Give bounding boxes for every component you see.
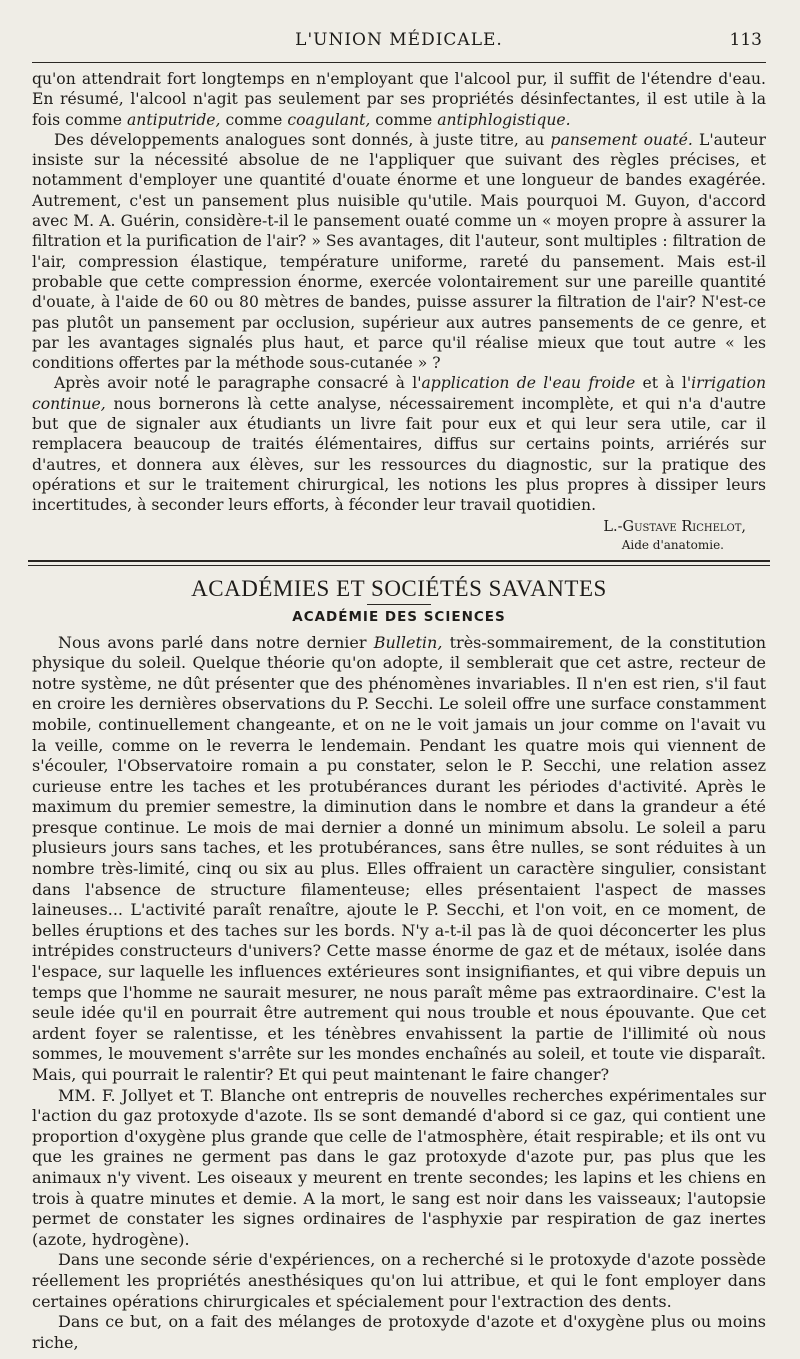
section-divider xyxy=(28,560,770,566)
academies-section xyxy=(32,576,766,1354)
page-number: 113 xyxy=(729,30,762,50)
article-paragraph-3: Après avoir noté le paragraphe consacré à l'application de l'eau froide et à l'irrigation continue, nous bornerons là cette analyse, nécessairement incomplète, et qui n'a d'autre but que de signaler aux étudiants un livre fait pour eux et qui leur sera utile, car il remplacera beaucoup de traités élémentaires, diffus sur certains points, arriérés sur d'autres, et donnera aux élèves, sur les ressources du diagnostic, sur la pratique des opérations et sur le traitement chirurgical, les notions les plus propres à dissiper leurs incertitudes, à seconder leurs efforts, à féconder leur travail quotidien. xyxy=(32,374,767,515)
running-head xyxy=(32,30,766,56)
section-paragraph-3: Dans une seconde série d'expériences, on a recherché si le protoxyde d'azote possède réellement les propriétés anesthésiques qu'on lui attribue, et qui le font employer dans certaines opérations chirurgicales et spécialement pour l'extraction des dents. xyxy=(32,1250,766,1311)
section-paragraph-2: MM. F. Jollyet et T. Blanche ont entrepris de nouvelles recherches expérimentales sur l'action du gaz protoxyde d'azote. Ils se sont demandé d'abord si ce gaz, qui contient une proportion d'oxygène plus grande que celle de l'atmosphère, était respirable; et ils ont vu que les graines ne germent pas dans le gaz protoxyde d'azote pur, pas plus que les animaux n'y vivent. Les oiseaux y meurent en trente secondes; les lapins et les chiens en trois à quatre minutes et demie. A la mort, le sang est noir dans les vaisseaux; l'autopsie permet de constater les signes ordinaires de l'asphyxie par respiration de gaz inertes (azote, hydrogène). xyxy=(32,1085,766,1249)
article-paragraph-1: qu'on attendrait fort longtemps en n'employant que l'alcool pur, il suffit de l'étendre d'eau. En résumé, l'alcool n'agit pas seulement par ses propriétés désinfectantes, il est utile à la fois comme antiputride, comme coagulant, comme antiphlogistique. xyxy=(32,70,766,129)
title-rule xyxy=(367,604,431,605)
section-title: ACADÉMIES ET SOCIÉTÉS SAVANTES xyxy=(191,575,607,601)
header-rule xyxy=(32,62,766,63)
signature-name: L.-Gustave Richelot, xyxy=(603,518,746,535)
article-continuation xyxy=(32,69,766,554)
running-title: L'UNION MÉDICALE. xyxy=(295,30,503,50)
signature-role: Aide d'anatomie. xyxy=(621,537,724,552)
signature xyxy=(32,518,766,554)
section-paragraph-1: Nous avons parlé dans notre dernier Bulletin, très-sommairement, de la constitution physique du soleil. Quelque théorie qu'on adopte, il semblerait que cet astre, recteur de notre système, ne dût présenter que des phénomènes invariables. Il n'en est rien, s'il faut en croire les dernières observations du P. Secchi. Le soleil offre une surface constamment mobile, continuellement changeante, et on ne le voit jamais un jour comme on l'avait vu la veille, comme on le reverra le lendemain. Pendant les quatre mois qui viennent de s'écouler, l'Observatoire romain a pu constater, selon le P. Secchi, une relation assez curieuse entre les taches et les protubérances durant les périodes d'activité. Après le maximum du premier semestre, la diminution dans le nombre et dans la grandeur a été presque continue. Le mois de mai dernier a donné un minimum absolu. Le soleil a paru plusieurs jours sans taches, et les protubérances, sans être nulles, se sont réduites à un nombre très-limité, cinq ou six au plus. Elles offraient un caractère singulier, consistant dans l'absence de structure filamenteuse; elles présentaient l'aspect de masses laineuses... L'activité paraît renaître, ajoute le P. Secchi, et l'on voit, en ce moment, de belles éruptions et des taches sur les bords. N'y a-t-il pas là de quoi déconcerter les plus intrépides constructeurs d'univers? Cette masse énorme de gaz et de métaux, isolée dans l'espace, sur laquelle les influences extérieures sont insignifiantes, et qui vibre depuis un temps que l'homme ne saurait mesurer, ne nous paraît même pas extraordinaire. C'est la seule idée qu'il en pourrait être autrement qui nous trouble et nous épouvante. Que cet ardent foyer se ralentisse, et les ténèbres envahissent la partie de l'illimité où nous sommes, le mouvement s'arrête sur les mondes enchaînés au soleil, et toute vie disparaît. Mais, qui pourrait le ralentir? Et qui peut maintenant le faire changer? xyxy=(32,632,767,1084)
subsection-title: ACADÉMIE DES SCIENCES xyxy=(292,608,506,625)
article-paragraph-2: Des développements analogues sont donnés, à juste titre, au pansement ouaté. L'auteur insiste sur la nécessité absolue de ne l'appliquer que suivant des règles précises, et notamment d'employer une quantité d'ouate énorme et une longueur de bandes exagérée. Autrement, c'est un pansement plus nuisible qu'utile. Mais pourquoi M. Guyon, d'accord avec M. A. Guérin, considère-t-il le pansement ouaté comme un « moyen propre à assurer la filtration et la purification de l'air? » Ses avantages, dit l'auteur, sont multiples : filtration de l'air, compression élastique, température uniforme, rareté du pansement. Mais est-il probable que cette compression énorme, exercée volontairement sur une pareille quantité d'ouate, à l'aide de 60 ou 80 mètres de bandes, puisse assurer la filtration de l'air? N'est-ce pas plutôt un pansement par occlusion, supérieur aux autres pansements de ce genre, et par les avantages signalés plus haut, et parce qu'il réalise mieux que tout autre « les conditions offertes par la méthode sous-cutanée » ? xyxy=(32,130,766,373)
section-paragraph-4: Dans ce but, on a fait des mélanges de protoxyde d'azote et d'oxygène plus ou moins riche, xyxy=(32,1312,766,1352)
